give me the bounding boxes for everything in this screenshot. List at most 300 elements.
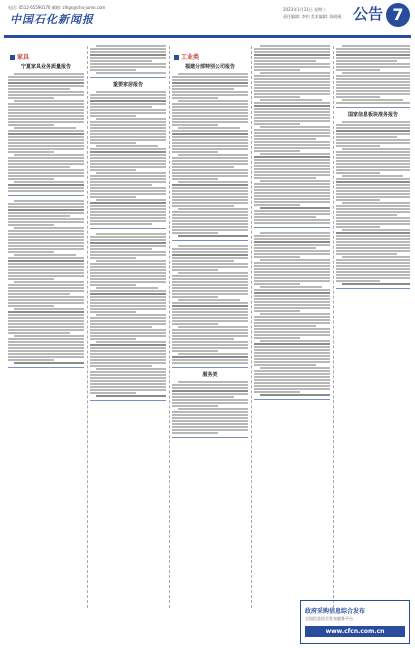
text-line <box>8 91 84 93</box>
text-line <box>254 295 330 297</box>
text-line <box>336 220 410 222</box>
text-line <box>172 94 248 96</box>
text-line <box>90 94 166 96</box>
text-line <box>172 97 218 99</box>
text-line <box>336 190 410 192</box>
text-line <box>254 292 330 294</box>
text-line <box>8 266 84 268</box>
text-line <box>254 277 330 279</box>
text-line <box>260 313 330 315</box>
text-line <box>254 168 330 170</box>
text-line <box>172 405 218 407</box>
text-line <box>8 148 84 150</box>
text-line <box>178 381 248 383</box>
text-line <box>172 414 248 416</box>
category-text: 家具 <box>17 54 30 61</box>
text-line <box>90 154 166 156</box>
text-line <box>96 233 166 235</box>
text-line <box>96 145 158 147</box>
text-line <box>8 172 84 174</box>
announcement <box>90 82 166 229</box>
announcement-body <box>336 121 410 285</box>
announcement-body <box>8 73 84 192</box>
text-line <box>254 325 316 327</box>
text-line <box>90 196 136 198</box>
text-line <box>8 221 84 223</box>
text-line <box>8 121 84 123</box>
text-line <box>90 100 166 102</box>
text-line <box>254 171 330 173</box>
text-line <box>172 76 248 78</box>
text-line <box>90 136 166 138</box>
text-line <box>254 117 330 119</box>
text-line <box>178 408 248 410</box>
text-line <box>172 103 248 105</box>
ad-url[interactable]: www.cfcn.com.cn <box>305 626 405 637</box>
text-line <box>90 365 152 367</box>
text-line <box>90 60 152 62</box>
text-line <box>172 290 248 292</box>
section-rule <box>254 227 330 228</box>
text-line <box>8 175 84 177</box>
text-line <box>90 332 166 334</box>
text-line <box>96 45 166 47</box>
text-line <box>172 142 248 144</box>
text-line <box>90 127 166 129</box>
text-line <box>172 344 248 346</box>
text-line <box>90 275 166 277</box>
text-line <box>336 232 410 234</box>
text-line <box>172 341 248 343</box>
text-line <box>172 199 248 201</box>
text-line <box>90 251 166 253</box>
text-line <box>90 266 166 268</box>
announcement-body <box>8 200 84 364</box>
text-line <box>336 151 410 153</box>
text-line <box>254 379 330 381</box>
text-line <box>254 355 330 357</box>
text-line <box>90 383 166 385</box>
text-line <box>336 208 410 210</box>
announcement <box>8 200 84 368</box>
text-line <box>14 227 84 229</box>
announcement <box>254 45 330 228</box>
text-line <box>254 132 330 134</box>
text-line <box>8 142 84 144</box>
text-line <box>96 260 166 262</box>
text-line <box>8 332 70 334</box>
text-line <box>8 338 84 340</box>
section-rule <box>336 107 410 108</box>
text-line <box>90 269 166 271</box>
text-line <box>336 271 410 273</box>
text-line <box>254 262 330 264</box>
text-line <box>172 145 248 147</box>
text-line <box>172 329 248 331</box>
date-line: 2023年1月11日 星期三 <box>283 7 327 12</box>
text-line <box>336 124 410 126</box>
text-line <box>336 69 380 71</box>
text-line <box>8 296 84 298</box>
text-line <box>336 253 397 255</box>
text-line <box>172 281 248 283</box>
text-line <box>90 329 166 331</box>
text-line <box>336 57 410 59</box>
text-line <box>336 277 410 279</box>
text-line <box>8 212 84 214</box>
text-line <box>90 305 166 307</box>
text-line <box>172 393 248 395</box>
column-3 <box>172 44 248 618</box>
text-line <box>96 172 166 174</box>
text-line <box>172 263 248 265</box>
text-line <box>172 106 248 108</box>
text-line <box>172 251 248 253</box>
text-line <box>8 136 84 138</box>
text-line <box>172 338 234 340</box>
text-line <box>254 304 330 306</box>
text-line <box>336 93 410 95</box>
text-line <box>254 96 300 98</box>
text-line <box>172 229 248 231</box>
advertisement-box[interactable] <box>300 600 410 644</box>
text-line <box>172 226 248 228</box>
text-line <box>96 368 166 370</box>
text-line <box>172 335 248 337</box>
text-line <box>336 217 410 219</box>
text-line <box>172 130 248 132</box>
text-line <box>8 88 70 90</box>
text-line <box>90 356 166 358</box>
text-line <box>254 201 330 203</box>
category-label <box>172 52 201 61</box>
text-line <box>254 114 330 116</box>
text-line <box>14 73 84 75</box>
text-line <box>260 126 330 128</box>
text-line <box>90 169 136 171</box>
editor-line: 责任编辑: 李钧 美术编辑: 陈晓燕 <box>283 14 342 19</box>
text-line <box>8 139 84 141</box>
text-line <box>178 100 248 102</box>
text-line <box>8 203 84 205</box>
text-line <box>8 109 84 111</box>
text-line <box>254 213 330 215</box>
text-line <box>254 129 330 131</box>
text-line <box>172 187 248 189</box>
text-line <box>254 192 330 194</box>
text-line <box>342 45 410 47</box>
text-line <box>336 136 397 138</box>
text-line <box>90 124 166 126</box>
text-line <box>336 133 410 135</box>
text-line <box>254 60 316 62</box>
text-line <box>342 99 403 101</box>
text-line <box>336 274 410 276</box>
text-line <box>8 257 84 259</box>
text-line <box>90 109 166 111</box>
text-line <box>254 241 330 243</box>
text-line <box>172 347 248 349</box>
text-line <box>254 198 330 200</box>
masthead: 中国石化新闻报 <box>10 13 94 26</box>
text-line <box>260 340 330 342</box>
text-line <box>172 112 248 114</box>
text-line <box>254 274 330 276</box>
section-name: 公告 <box>353 5 384 23</box>
text-line <box>254 382 330 384</box>
text-line <box>8 187 84 189</box>
text-line <box>254 57 330 59</box>
text-line <box>172 402 248 404</box>
text-line <box>172 260 234 262</box>
text-line <box>8 233 84 235</box>
text-line <box>172 411 248 413</box>
text-line <box>90 211 166 213</box>
text-line <box>254 210 330 212</box>
text-line <box>336 241 410 243</box>
text-line <box>254 328 330 330</box>
text-line <box>90 239 166 241</box>
text-line <box>178 127 240 129</box>
text-line <box>8 311 84 313</box>
text-line <box>336 66 410 68</box>
text-line <box>172 317 248 319</box>
text-line <box>254 84 330 86</box>
text-line <box>336 63 410 65</box>
text-line <box>96 341 166 343</box>
text-line <box>254 186 330 188</box>
text-line <box>336 268 410 270</box>
text-line <box>336 60 397 62</box>
announcement-title: 国家信息板块准务报告 <box>347 112 398 118</box>
text-line <box>8 79 84 81</box>
text-line <box>254 280 330 282</box>
text-line <box>254 177 316 179</box>
text-line <box>178 326 248 328</box>
text-line <box>8 287 84 289</box>
text-line <box>172 205 234 207</box>
text-line <box>254 289 330 291</box>
text-line <box>172 172 248 174</box>
section-rule <box>172 240 248 241</box>
text-line <box>8 323 84 325</box>
text-line <box>8 290 84 292</box>
text-line <box>8 184 84 186</box>
text-line <box>254 361 330 363</box>
text-line <box>90 51 166 53</box>
text-line <box>172 396 234 398</box>
text-line <box>172 217 248 219</box>
text-line <box>90 151 166 153</box>
text-line <box>90 392 136 394</box>
text-line <box>254 322 330 324</box>
text-line <box>254 189 330 191</box>
text-line <box>172 390 248 392</box>
text-line <box>254 162 330 164</box>
text-line <box>172 254 248 256</box>
text-line <box>172 202 248 204</box>
text-line <box>14 154 84 156</box>
text-line <box>8 269 84 271</box>
text-line <box>90 272 166 274</box>
text-line <box>254 183 330 185</box>
text-line <box>90 217 166 219</box>
text-line <box>172 399 248 401</box>
date-info <box>283 6 342 20</box>
text-line <box>172 136 248 138</box>
text-line <box>8 124 54 126</box>
text-line <box>8 359 54 361</box>
text-line <box>254 111 330 113</box>
text-line <box>90 121 166 123</box>
text-line <box>336 142 410 144</box>
text-line <box>254 298 330 300</box>
text-line <box>254 319 330 321</box>
page-number-badge: 7 <box>386 3 410 27</box>
text-line <box>8 94 84 96</box>
text-line <box>254 156 330 158</box>
text-line <box>336 205 410 207</box>
text-line <box>172 356 248 358</box>
text-line <box>172 163 248 165</box>
text-line <box>336 102 410 104</box>
text-line <box>254 349 330 351</box>
text-line <box>172 284 248 286</box>
text-line <box>172 166 234 168</box>
text-line <box>172 82 248 84</box>
text-line <box>172 88 234 90</box>
text-line <box>8 347 84 349</box>
text-line <box>178 181 248 183</box>
text-line <box>172 426 248 428</box>
text-line <box>8 178 54 180</box>
text-line <box>90 320 166 322</box>
announcement-body <box>90 91 166 225</box>
text-line <box>172 275 248 277</box>
text-line <box>8 251 54 253</box>
text-line <box>14 127 76 129</box>
text-line <box>96 395 166 397</box>
text-line <box>172 160 248 162</box>
text-line <box>96 287 158 289</box>
text-line <box>90 317 166 319</box>
text-line <box>14 100 84 102</box>
text-line <box>342 121 410 123</box>
text-line <box>8 169 84 171</box>
text-line <box>336 196 410 198</box>
text-line <box>172 124 218 126</box>
text-line <box>254 376 330 378</box>
text-line <box>254 63 330 65</box>
text-line <box>96 72 166 74</box>
text-line <box>254 141 330 143</box>
text-line <box>254 250 330 252</box>
category-text: 工业类 <box>181 54 200 61</box>
text-line <box>336 51 410 53</box>
text-line <box>172 109 248 111</box>
text-line <box>8 112 84 114</box>
text-line <box>172 133 248 135</box>
text-line <box>172 432 218 434</box>
text-line <box>90 148 166 150</box>
text-line <box>172 350 218 352</box>
text-line <box>178 245 248 247</box>
text-line <box>254 105 330 107</box>
text-line <box>172 157 248 159</box>
text-line <box>8 326 84 328</box>
text-line <box>90 386 166 388</box>
text-line <box>336 139 410 141</box>
text-line <box>254 87 330 89</box>
text-line <box>172 311 248 313</box>
text-line <box>90 242 166 244</box>
text-line <box>90 311 136 313</box>
text-line <box>336 96 380 98</box>
section-rule <box>336 288 410 289</box>
announcement-body <box>90 233 166 397</box>
text-line <box>336 84 410 86</box>
announcement-title: 服务类 <box>202 372 218 378</box>
text-line <box>254 81 330 83</box>
text-line <box>8 260 84 262</box>
text-line <box>8 160 84 162</box>
text-line <box>254 370 330 372</box>
column-divider <box>169 46 170 608</box>
text-line <box>90 190 166 192</box>
text-line <box>90 112 166 114</box>
text-line <box>172 332 248 334</box>
text-line <box>254 238 330 240</box>
text-line <box>336 226 380 228</box>
text-line <box>90 69 136 71</box>
text-line <box>14 254 76 256</box>
text-line <box>172 248 248 250</box>
text-line <box>254 391 300 393</box>
text-line <box>254 48 330 50</box>
section-rule <box>254 399 330 400</box>
text-line <box>336 181 410 183</box>
text-line <box>254 108 330 110</box>
announcement-body <box>336 45 410 104</box>
text-line <box>8 224 54 226</box>
text-line <box>8 344 84 346</box>
text-line <box>254 316 330 318</box>
text-line <box>90 362 166 364</box>
text-line <box>90 278 166 280</box>
text-line <box>254 120 330 122</box>
section-rule <box>8 367 84 368</box>
text-line <box>90 214 166 216</box>
text-line <box>90 103 166 105</box>
text-line <box>254 358 330 360</box>
text-line <box>90 296 166 298</box>
announcement <box>336 112 410 289</box>
announcement <box>172 64 248 241</box>
text-line <box>254 90 330 92</box>
column-4 <box>254 44 330 618</box>
text-line <box>254 135 330 137</box>
text-line <box>336 87 410 89</box>
text-line <box>172 151 218 153</box>
text-line <box>14 308 84 310</box>
section-rule <box>172 367 248 368</box>
text-line <box>172 178 218 180</box>
announcement-body <box>172 381 248 434</box>
text-line <box>260 99 322 101</box>
text-line <box>178 235 248 237</box>
text-line <box>90 335 166 337</box>
text-line <box>254 373 330 375</box>
